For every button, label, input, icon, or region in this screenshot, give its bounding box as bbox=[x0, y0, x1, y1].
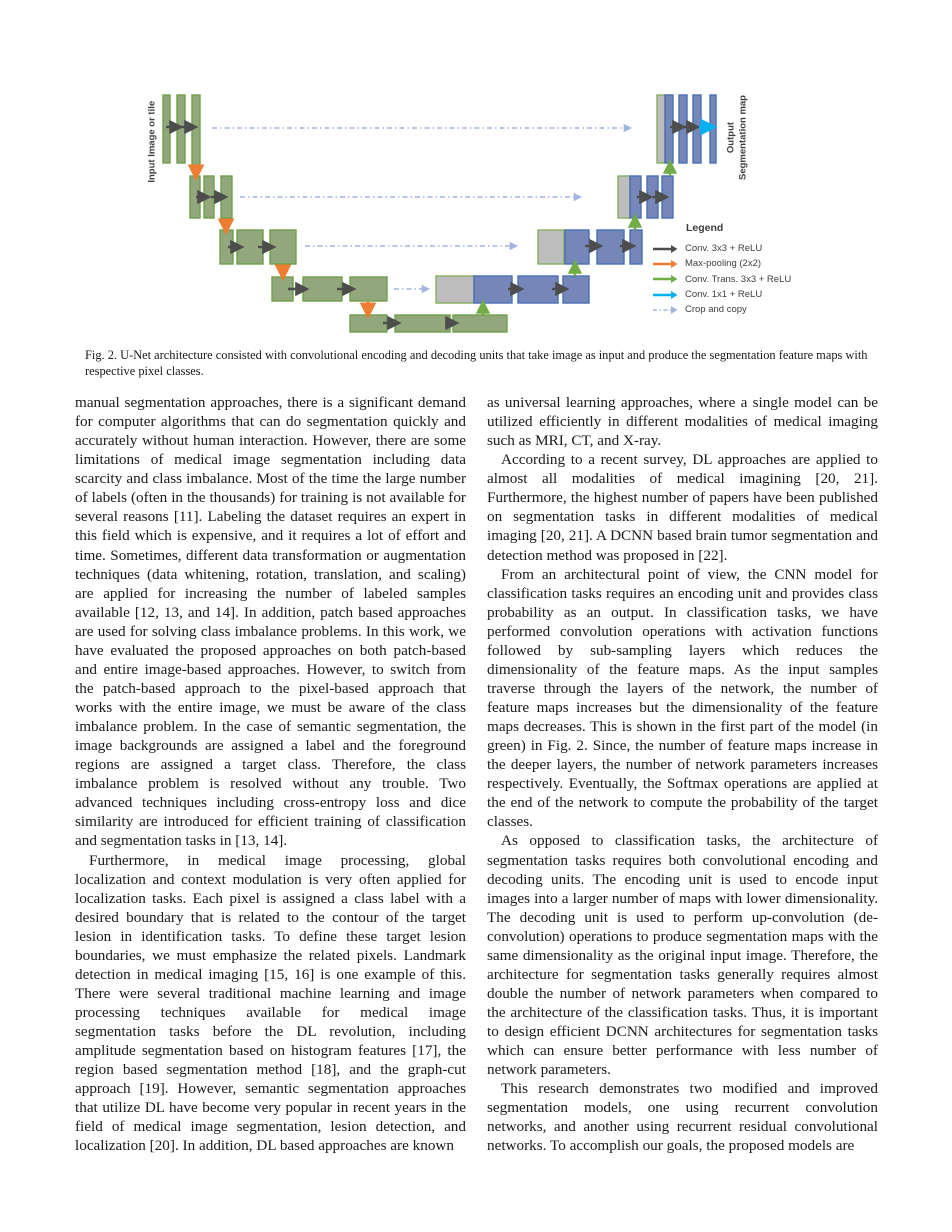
unet-enc-block bbox=[177, 95, 185, 163]
crop-copy-arrow-icon bbox=[652, 305, 678, 315]
unet-copy-block bbox=[657, 95, 665, 163]
arrow-icon bbox=[652, 290, 678, 300]
arrow-icon bbox=[652, 244, 678, 254]
figure-caption: Fig. 2. U-Net architecture consisted with convolutional encoding and decoding units that take image as input and produce the segmentation feature maps with respective pixel classes. bbox=[85, 348, 868, 378]
arrow-icon bbox=[652, 274, 678, 284]
unet-dec-block bbox=[665, 95, 673, 163]
unet-dec-block bbox=[563, 276, 589, 303]
unet-enc-block bbox=[192, 95, 200, 165]
paragraph: From an architectural point of view, the CNN model for classification tasks requires an encoding unit and provides class probability as an output. In classification tasks, we have performed convolution operations with activation functions followed by sub-sampling layers which reduces the dimensionality of the feature maps. As the input samples traverse through the layers of the network, the number of feature maps increases but the dimensionality of the feature maps decreases. This is shown in the first part of the model (in green) in Fig. 2. Since, the number of feature maps increase in the deeper layers, the number of network parameters increases respectively. Eventually, the Softmax operations are applied at the end of the network to compute the probability of the target classes. bbox=[487, 565, 878, 831]
right-column bbox=[487, 393, 878, 1156]
unet-enc-block bbox=[303, 277, 342, 301]
paragraph: manual segmentation approaches, there is a significant demand for computer algorithms that can do segmentation quickly and accurately without human interaction. However, there are some limitations of medical image segmentation including data scarcity and class imbalance. Most of the time the large number of labels (often in the thousands) for training is not available for several reasons [11]. Labeling the dataset requires an expert in this field which is expensive, and it requires a lot of effort and time. Sometimes, different data transformation or augmentation techniques (data whitening, rotation, translation, and scaling) are applied for increasing the number of labeled samples available [12, 13, and 14]. In addition, patch based approaches are used for solving class imbalance problems. In this work, we have evaluated the proposed approaches on both patch-based and entire image-based approaches. However, to switch from the patch-based approach to the pixel-based approach that works with the entire image, we must be aware of the class imbalance problem. In the case of semantic segmentation, the image backgrounds are assigned a label and the foreground regions are assigned a target class. Therefore, the class imbalance problem is resolved without any trouble. Two advanced techniques including cross-entropy loss and dice similarity are introduced for efficient training of classification and segmentation tasks in [13, 14]. bbox=[75, 394, 466, 850]
input-image-label: Input Image or tile bbox=[146, 100, 158, 183]
unet-copy-block bbox=[538, 230, 564, 264]
legend-title: Legend bbox=[686, 222, 724, 234]
legend-item-label: Conv. 3x3 + ReLU bbox=[685, 243, 763, 255]
arrow-icon bbox=[652, 259, 678, 269]
unet-dec-block bbox=[679, 95, 687, 163]
unet-copy-block bbox=[618, 176, 630, 218]
legend-item bbox=[652, 256, 791, 271]
paragraph: This research demonstrates two modified and improved segmentation models, one using recurrent convolution networks, and another using recurrent residual convolutional networks. To accomplish our goals, the proposed models are bbox=[487, 1080, 878, 1155]
legend-item-label: Max-pooling (2x2) bbox=[685, 258, 762, 270]
legend-item bbox=[652, 302, 791, 317]
legend-rows bbox=[652, 241, 791, 317]
unet-enc-block bbox=[350, 315, 387, 332]
unet-enc-block bbox=[395, 315, 450, 332]
paragraph: as universal learning approaches, where a single model can be utilized efficiently in different modalities of medical imaging such as MRI, CT, and X-ray. bbox=[487, 394, 878, 450]
unet-copy-block bbox=[436, 276, 474, 303]
unet-out-block bbox=[710, 95, 716, 163]
output-label-line2: Segmentation map bbox=[737, 95, 748, 180]
legend-item-label: Crop and copy bbox=[685, 304, 747, 316]
figure-legend bbox=[652, 222, 791, 317]
paragraph: As opposed to classification tasks, the architecture of segmentation tasks requires both convolutional encoding and decoding units. The encoding unit is used to encode input images into a larger number of maps with lower dimensionality. The decoding unit is used to perform up-convolution (de-convolution) operations to produce segmentation maps with the same dimensionality as the original input image. Therefore, the architecture for segmentation tasks generally requires almost double the number of network parameters when compared to the architecture of the classification tasks. Thus, it is important to design efficient DCNN architectures for segmentation tasks which can ensure better performance with less number of network parameters. bbox=[487, 832, 878, 1079]
unet-dec-block bbox=[597, 230, 624, 264]
legend-item bbox=[652, 241, 791, 256]
unet-enc-block bbox=[350, 277, 387, 301]
output-label-line1: Output bbox=[725, 121, 737, 154]
legend-item-label: Conv. 1x1 + ReLU bbox=[685, 289, 763, 301]
legend-item bbox=[652, 272, 791, 287]
unet-enc-block bbox=[163, 95, 170, 163]
unet-figure bbox=[0, 0, 952, 350]
legend-item bbox=[652, 287, 791, 302]
unet-enc-block bbox=[453, 315, 507, 332]
unet-diagram bbox=[0, 0, 952, 350]
unet-enc-block bbox=[270, 230, 296, 264]
paragraph: Furthermore, in medical image processing, global localization and context modulation is very often applied for localization tasks. Each pixel is assigned a class label with a desired boundary that is related to the contour of the target lesion in identification tasks. To define these target lesion boundaries, we must emphasize the related pixels. Landmark detection in medical imaging [15, 16] is one example of this. There were several traditional machine learning and image processing techniques available for medical image segmentation tasks before the DL revolution, including amplitude segmentation based on histogram features [17], the region based segmentation method [18], and the graph-cut approach [19]. However, semantic segmentation approaches that utilize DL have become very popular in recent years in the field of medical image segmentation, lesion detection, and localization [20]. In addition, DL based approaches are known bbox=[75, 851, 466, 1155]
output-segmentation-label bbox=[726, 73, 749, 203]
legend-item-label: Conv. Trans. 3x3 + ReLU bbox=[685, 273, 792, 285]
unet-dec-block bbox=[693, 95, 701, 163]
left-column bbox=[75, 393, 466, 1156]
unet-dec-block bbox=[474, 276, 512, 303]
paragraph: According to a recent survey, DL approaches are applied to almost all modalities of medical imagining [20, 21]. Furthermore, the highest number of papers have been published on segmentation tasks in different modalities of medical imaging [20, 21]. A DCNN based brain tumor segmentation and detection method was proposed in [22]. bbox=[487, 451, 878, 564]
